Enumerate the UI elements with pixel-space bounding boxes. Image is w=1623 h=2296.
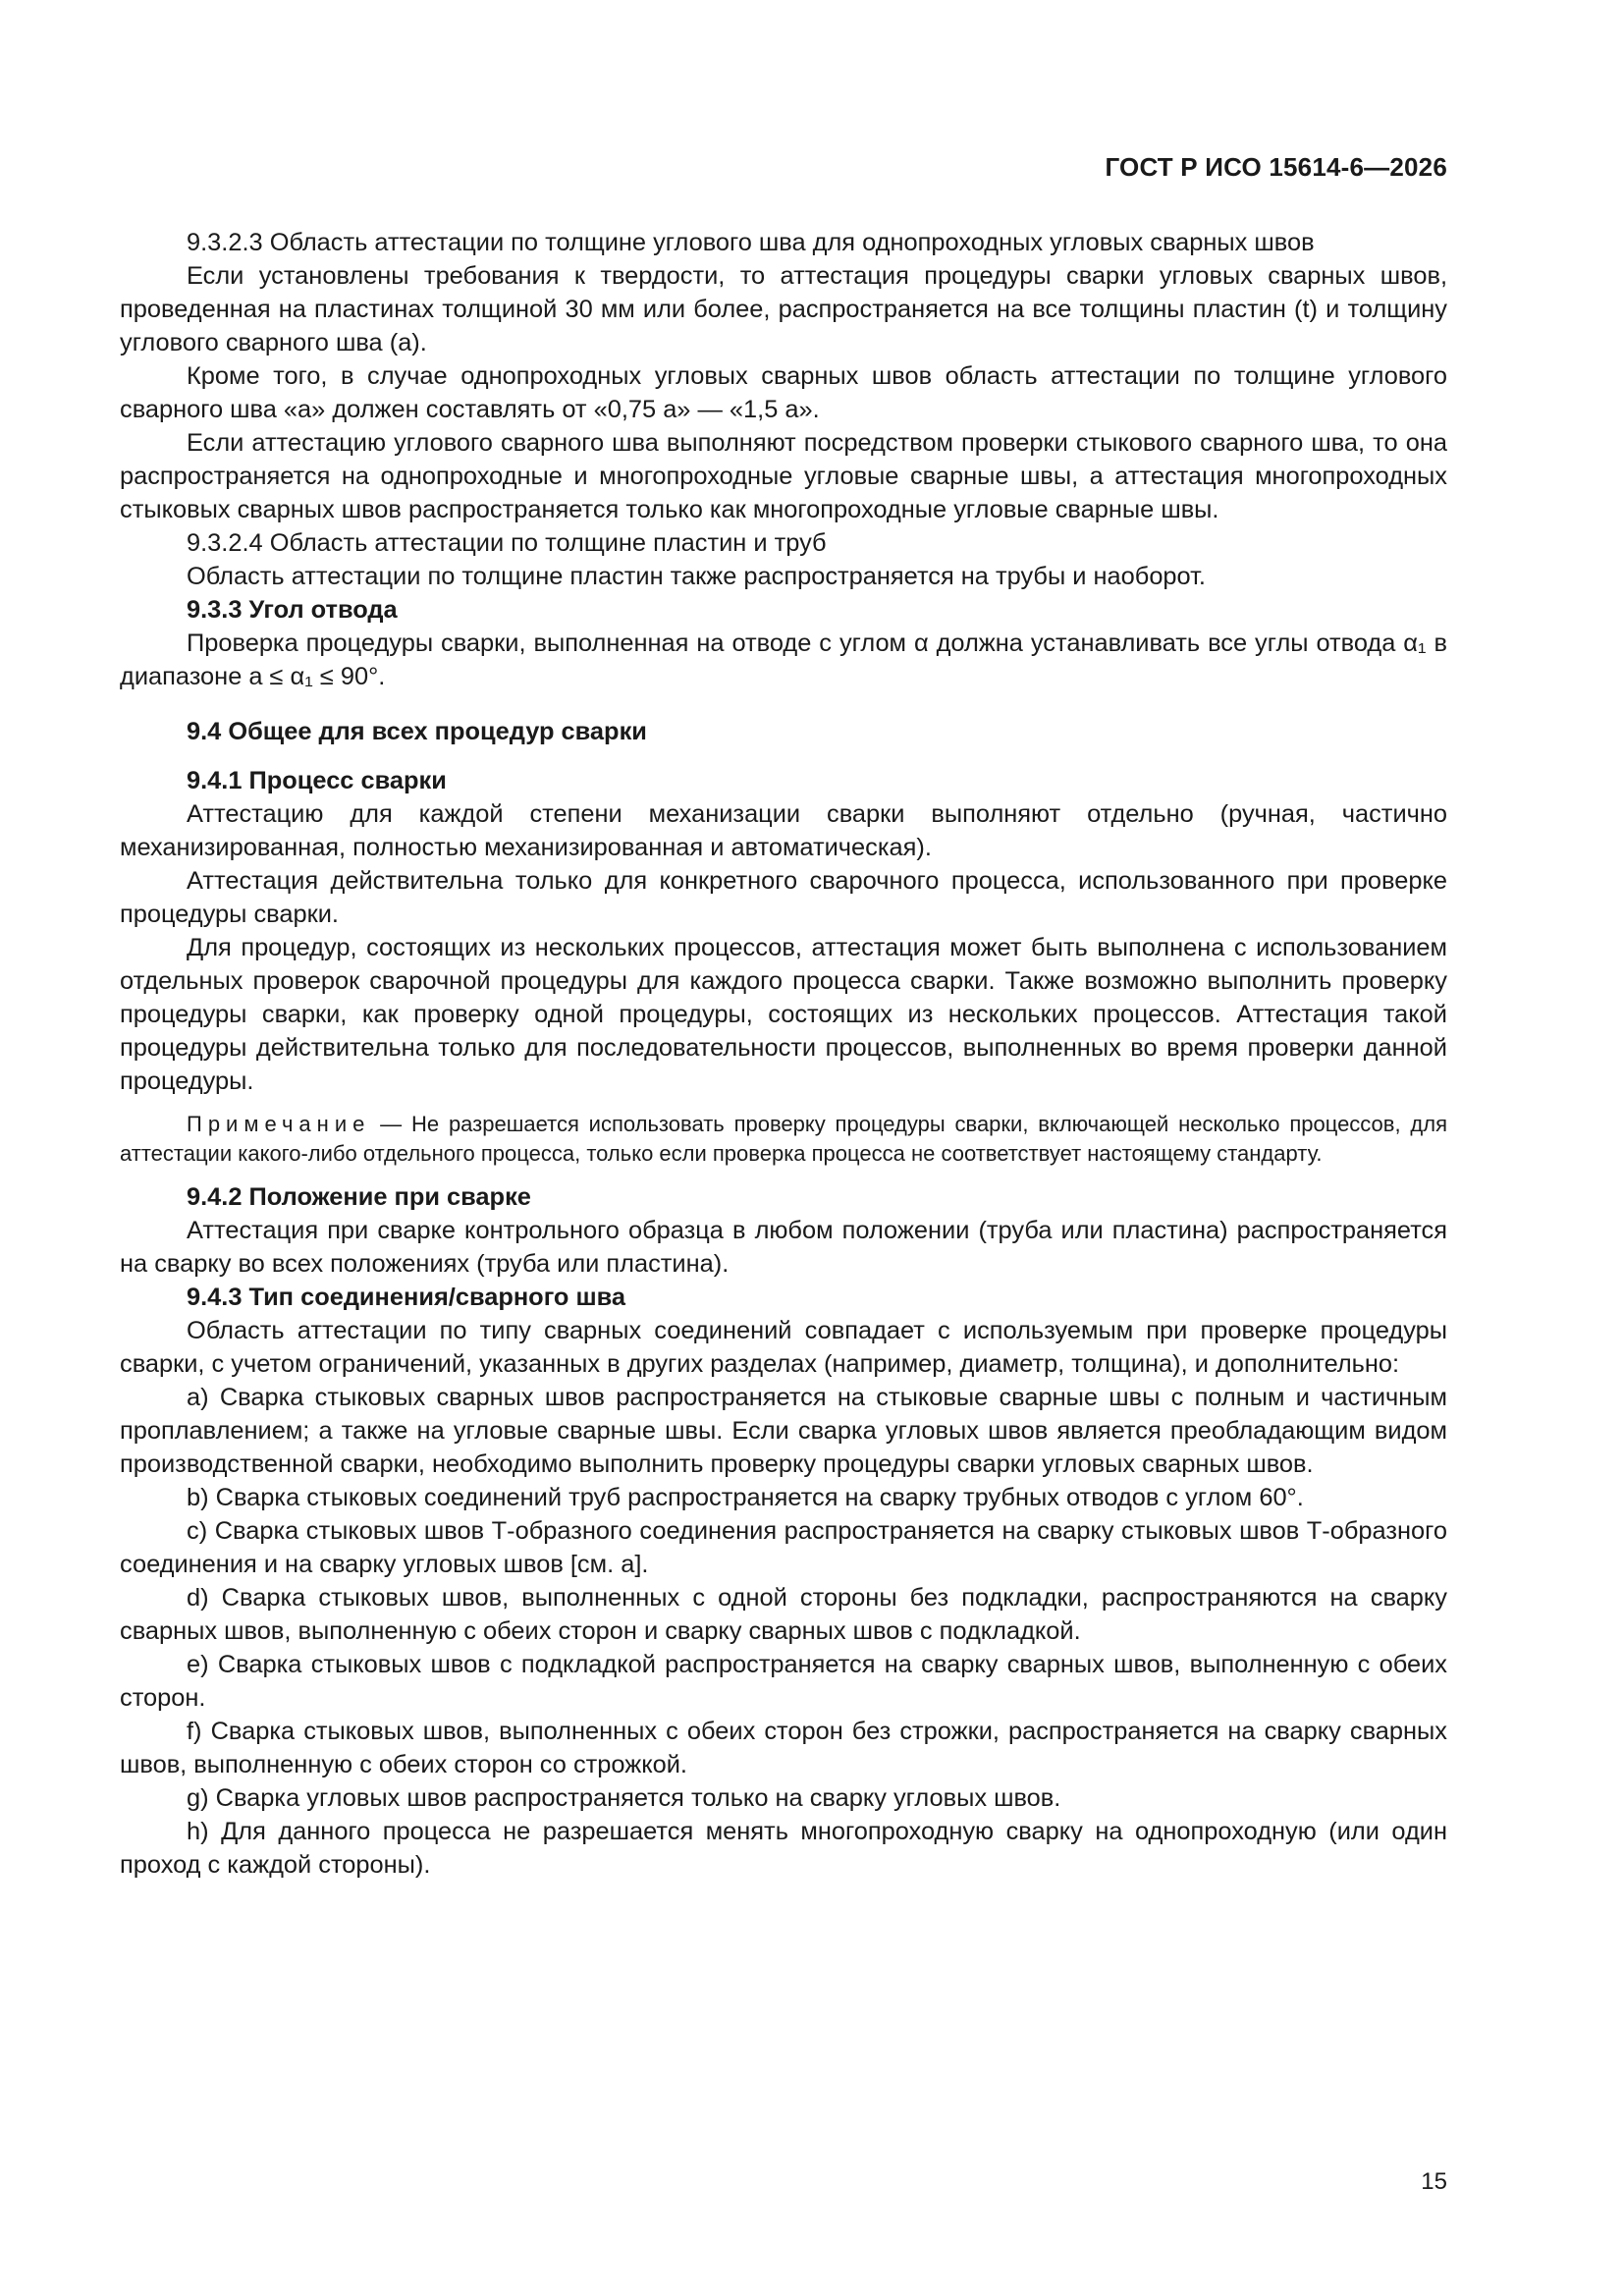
document-page (120, 0, 1447, 2296)
note (120, 1110, 1447, 1169)
heading-9-4-3: 9.4.3 Тип соединения/сварного шва (187, 1284, 626, 1311)
paragraph-branch-angle: Проверка процедуры сварки, выполненная на отводе с углом α должна устанавливать все углы отвода α₁ в диапазоне a ≤ α₁ ≤ 90°. (120, 629, 1447, 690)
heading-9-4-1: 9.4.1 Процесс сварки (187, 767, 447, 794)
heading-9-4: 9.4 Общее для всех процедур сварки (187, 718, 647, 745)
list-item-e: e) Сварка стыковых швов с подкладкой распространяется на сварку сварных швов, выполненную с обеих сторон. (120, 1651, 1447, 1712)
document-body (120, 226, 1447, 1882)
list-item-f: f) Сварка стыковых швов, выполненных с обеих сторон без строжки, распространяется на сварку сварных швов, выполненную с обеих сторон со строжкой. (120, 1718, 1447, 1778)
heading-9-3-3: 9.3.3 Угол отвода (187, 596, 398, 624)
list-item-d: d) Сварка стыковых швов, выполненных с одной стороны без подкладки, распространяются на сварку сварных швов, выполненную с обеих сторон и сварку сварных швов с подкладкой. (120, 1584, 1447, 1645)
paragraph-specific-process: Аттестация действительна только для конкретного сварочного процесса, использованного при проверке процедуры сварки. (120, 867, 1447, 928)
paragraph-multi-process: Для процедур, состоящих из нескольких процессов, аттестация может быть выполнена с использованием отдельных проверок сварочной процедуры для каждого процесса сварки. Также возможно выполнить проверку процедуры сварки, как проверку одной процедуры, состоящих из нескольких процессов. Аттестация такой процедуры действительна только для последовательности процессов, выполненных во время проверки данной процедуры. (120, 934, 1447, 1095)
paragraph-joint-type: Область аттестации по типу сварных соединений совпадает с используемым при проверке процедуры сварки, с учетом ограничений, указанных в других разделах (например, диаметр, толщина), и дополнительно: (120, 1317, 1447, 1378)
paragraph-plates-and-pipes: Область аттестации по толщине пластин также распространяется на трубы и наоборот. (187, 563, 1206, 590)
page-number: 15 (1421, 2168, 1447, 2195)
list-item-g: g) Сварка угловых швов распространяется только на сварку угловых швов. (187, 1784, 1061, 1812)
paragraph-hardness-requirements: Если установлены требования к твердости, то аттестация процедуры сварки угловых сварных швов, проведенная на пластинах толщиной 30 мм или более, распространяется на все толщины пластин (t) и толщину углового сварного шва (a). (120, 262, 1447, 356)
list-item-h: h) Для данного процесса не разрешается менять многопроходную сварку на однопроходную (или один проход с каждой стороны). (120, 1818, 1447, 1879)
paragraph-welding-position: Аттестация при сварке контрольного образца в любом положении (труба или пластина) распространяется на сварку во всех положениях (труба или пластина). (120, 1217, 1447, 1278)
document-code-header: ГОСТ Р ИСО 15614-6—2026 (1105, 152, 1447, 182)
paragraph-single-pass-range: Кроме того, в случае однопроходных угловых сварных швов область аттестации по толщине углового сварного шва «a» должен составлять от «0,75 a» — «1,5 a». (120, 362, 1447, 423)
list-item-b: b) Сварка стыковых соединений труб распространяется на сварку трубных отводов с углом 60°. (187, 1484, 1304, 1511)
paragraph-9-3-2-3: 9.3.2.3 Область аттестации по толщине углового шва для однопроходных угловых сварных швов (187, 229, 1315, 256)
note-label: Примечание (187, 1112, 371, 1136)
heading-9-4-2: 9.4.2 Положение при сварке (187, 1183, 531, 1211)
paragraph-butt-weld-qualification: Если аттестацию углового сварного шва выполняют посредством проверки стыкового сварного шва, то она распространяется на однопроходные и многопроходные угловые сварные швы, а аттестация многопроходных стыковых сварных швов распространяется только как многопроходные угловые сварные швы. (120, 429, 1447, 523)
paragraph-mechanization-degree: Аттестацию для каждой степени механизации сварки выполняют отдельно (ручная, частично механизированная, полностью механизированная и автоматическая). (120, 800, 1447, 861)
list-item-a: a) Сварка стыковых сварных швов распространяется на стыковые сварные швы с полным и частичным проплавлением; а также на угловые сварные швы. Если сварка угловых швов является преобладающим видом производственной сварки, необходимо выполнить проверку процедуры сварки угловых сварных швов. (120, 1384, 1447, 1478)
list-item-c: c) Сварка стыковых швов Т-образного соединения распространяется на сварку стыковых швов Т-образного соединения и на сварку угловых швов [см. a]. (120, 1517, 1447, 1578)
paragraph-9-3-2-4: 9.3.2.4 Область аттестации по толщине пластин и труб (187, 529, 827, 557)
note-text: — Не разрешается использовать проверку процедуры сварки, включающей несколько процессов, для аттестации какого-либо отдельного процесса, только если проверка процесса не соответствует настоящему стандарту. (120, 1112, 1447, 1166)
